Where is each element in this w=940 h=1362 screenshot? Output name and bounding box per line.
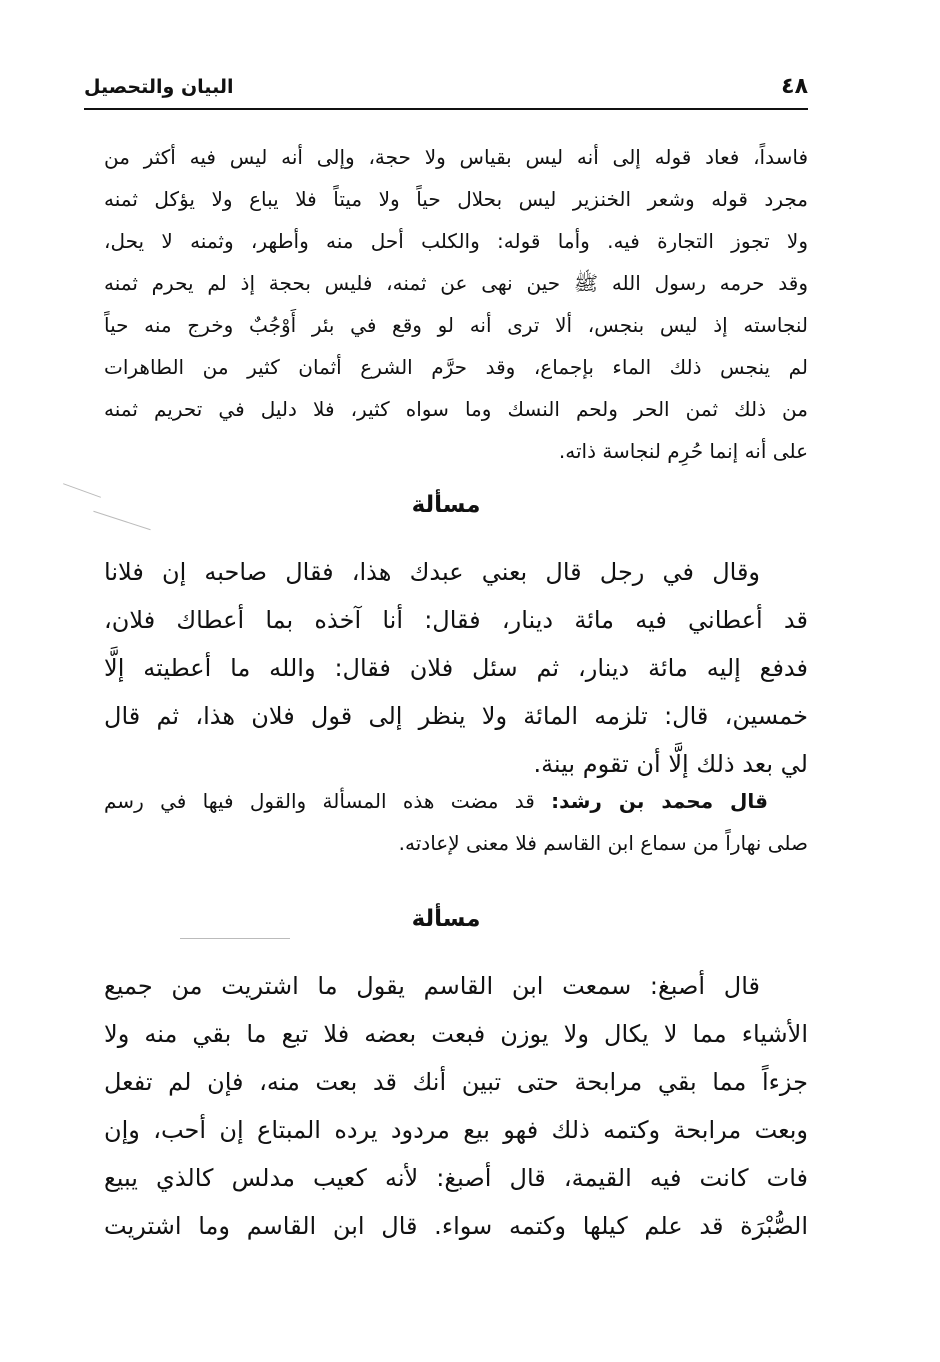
section-heading: مسألة <box>411 906 481 932</box>
commentary-speaker: قال محمد بن رشد: <box>551 789 768 813</box>
text-line: ولا تجوز التجارة فيه. وأما قوله: والكلب أحل منه وأطهر، وثمنه لا يحل، <box>104 229 808 253</box>
text-line: لي بعد ذلك إلَّا أن تقوم بينة. <box>533 750 808 778</box>
text-line: فدفع إليه مائة دينار، ثم سئل فلان فقال: والله ما أعطيته إلَّا <box>104 654 808 682</box>
scan-artifact <box>63 483 101 498</box>
text-line: وقال في رجل قال بعني عبدك هذا، فقال صاحبه إن فلانا <box>104 558 760 586</box>
text-line: جزءاً مما بقي مرابحة حتى تبين أنك قد بعت منه، فإن لم تفعل <box>104 1068 808 1096</box>
commentary <box>104 780 808 864</box>
text-line: خمسين، قال: تلزمه المائة ولا ينظر إلى قول فلان هذا، ثم قال <box>104 702 808 730</box>
text-line: لنجاسته إذ ليس بنجس، ألا ترى أنه لو وقع في بئر أَوْجُبٌ وخرج منه حياً <box>104 313 808 337</box>
text-line: الصُّبْرَة قد علم كيلها وكتمه سواء. قال ابن القاسم وما اشتريت <box>104 1212 808 1240</box>
text-line: لم ينجس ذلك الماء بإجماع، وقد حرَّم الشرع أثمان كثير من الطاهرات <box>104 355 808 379</box>
text-line: على أنه إنما حُرِم لنجاسة ذاته. <box>558 439 808 463</box>
scan-artifact <box>180 938 290 939</box>
page-header <box>84 70 808 110</box>
text-line: فات كانت فيه القيمة، قال أصبغ: لأنه كعيب مدلس كالذي يبيع <box>104 1164 808 1192</box>
text-line: وقد حرمه رسول الله ﷺ حين نهى عن ثمنه، فليس بحجة إذ لم يحرم ثمنه <box>104 271 808 295</box>
text-line: وبعت مرابحة وكتمه ذلك فهو بيع مردود يرده المبتاع إن أحب، وإن <box>104 1116 808 1144</box>
commentary-text: قد مضت هذه المسألة والقول فيها في رسم <box>104 789 552 813</box>
text-line: فاسداً، فعاد قوله إلى أنه ليس بقياس ولا حجة، وإلى أنه ليس فيه أكثر من <box>104 145 808 169</box>
text-line: صلى نهاراً من سماع ابن القاسم فلا معنى لإعادته. <box>398 831 808 855</box>
text-line: الأشياء مما لا يكال ولا يوزن فبعت بعضه فلا تبع ما بقي منه ولا <box>104 1020 808 1048</box>
paragraph-3 <box>104 962 808 1250</box>
section-heading: مسألة <box>411 492 481 518</box>
text-line: مجرد قوله وشعر الخنزير ليس بحلال حياً ولا ميتاً فلا يباع ولا يؤكل ثمنه <box>104 187 808 211</box>
text-line <box>104 780 808 822</box>
running-title: البيان والتحصيل <box>84 76 234 98</box>
paragraph-2 <box>104 548 808 788</box>
paragraph-1 <box>104 136 808 472</box>
text-line: من ذلك ثمن الحر ولحم النسك وما سواه كثير، فلا دليل في تحريم ثمنه <box>104 397 808 421</box>
text-line: قال أصبغ: سمعت ابن القاسم يقول ما اشتريت من جميع <box>104 972 760 1000</box>
page-number: ٤٨ <box>781 74 808 99</box>
text-line: قد أعطاني فيه مائة دينار، فقال: أنا آخذه بما أعطاك فلان، <box>104 606 808 634</box>
